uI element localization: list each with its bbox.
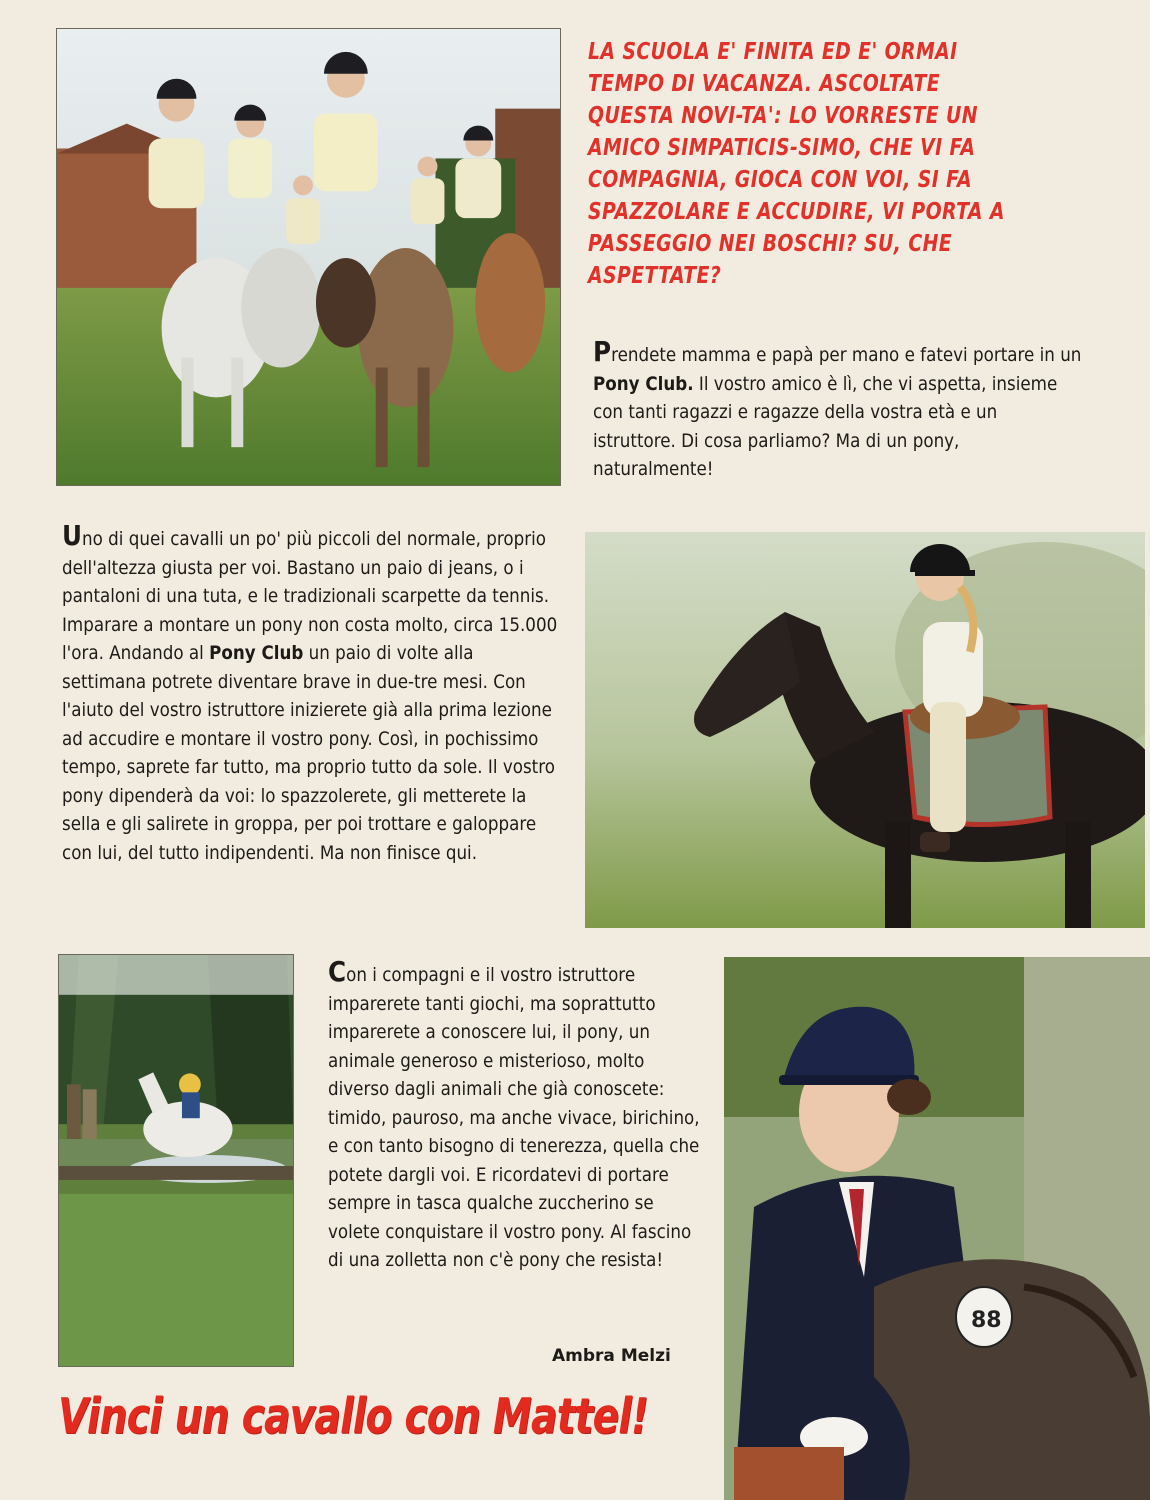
dropcap: C (328, 955, 347, 988)
bib-number: 88 (971, 1308, 1002, 1333)
photo-riders-group (56, 28, 561, 486)
paragraph-text: on i compagni e il vostro istruttore imparerete tanti giochi, ma soprattutto imparerete a conoscere lui, il pony, un animale generoso e misterioso, molto diverso dagli animali che già conoscete: timido, pauroso, ma anche vivace, birichino, e con tanto bisogno di tenerezza, quella che potete dargli voi. E ricordatevi di portare sempre in tasca qualche zuccherino se volete conquistare il vostro pony. Al fascino di una zolletta non c'è pony che resista! (328, 964, 700, 1271)
headline-win-horse: Vinci un cavallo con Mattel! (58, 1388, 649, 1445)
paragraph-text: Il vostro amico è lì, che vi aspetta, insieme con tanti ragazzi e ragazze della vostra età e un istruttore. Di cosa parliamo? Ma di un pony, naturalmente! (593, 372, 1058, 480)
dropcap: U (62, 519, 83, 552)
photo-girl-with-helmet (724, 957, 1150, 1500)
paragraph-pony-description (62, 519, 560, 867)
paragraph-pony-club (593, 335, 1082, 484)
author-byline: Ambra Melzi (552, 1346, 671, 1366)
bold-text: Pony Club (209, 642, 304, 664)
paragraph-text: un paio di volte alla settimana potrete diventare brave in due-tre mesi. Con l'aiuto del vostro istruttore inizierete già alla prima lezione ad accudire e montare il vostro pony. Così, in pochissimo tempo, saprete far tutto, ma proprio tutto da sole. Il vostro pony dipenderà da voi: lo spazzolerete, gli metterete la sella e gli salirete in groppa, per poi trottare e galoppare con lui, del tutto indipendenti. Ma non finisce qui. (62, 642, 555, 864)
dropcap: P (593, 335, 612, 368)
paragraph-pony-character (328, 955, 708, 1275)
paragraph-text: no di quei cavalli un po' più piccoli del normale, proprio dell'altezza giusta per voi. Bastano un paio di jeans, o i pantaloni di una tuta, e le tradizionali scarpette da tennis. Imparare a montare un pony non costa molto, circa 15.000 l'ora. Andando al (62, 528, 558, 664)
intro-text: LA SCUOLA E' FINITA ED E' ORMAI TEMPO DI VACANZA. ASCOLTATE QUESTA NOVI-TA': LO VORRESTE UN AMICO SIMPATICIS-SIMO, CHE VI FA COMPAGNIA, GIOCA CON VOI, SI FA SPAZZOLARE E ACCUDIRE, VI PORTA A PASSEGGIO NEI BOSCHI? SU, CHE ASPETTATE? (588, 39, 1005, 289)
photo-girl-galloping (585, 532, 1145, 928)
photo-water-jump (58, 954, 294, 1367)
paragraph-text: rendete mamma e papà per mano e fatevi portare in un (611, 344, 1082, 366)
bold-text: Pony Club. (593, 372, 694, 395)
